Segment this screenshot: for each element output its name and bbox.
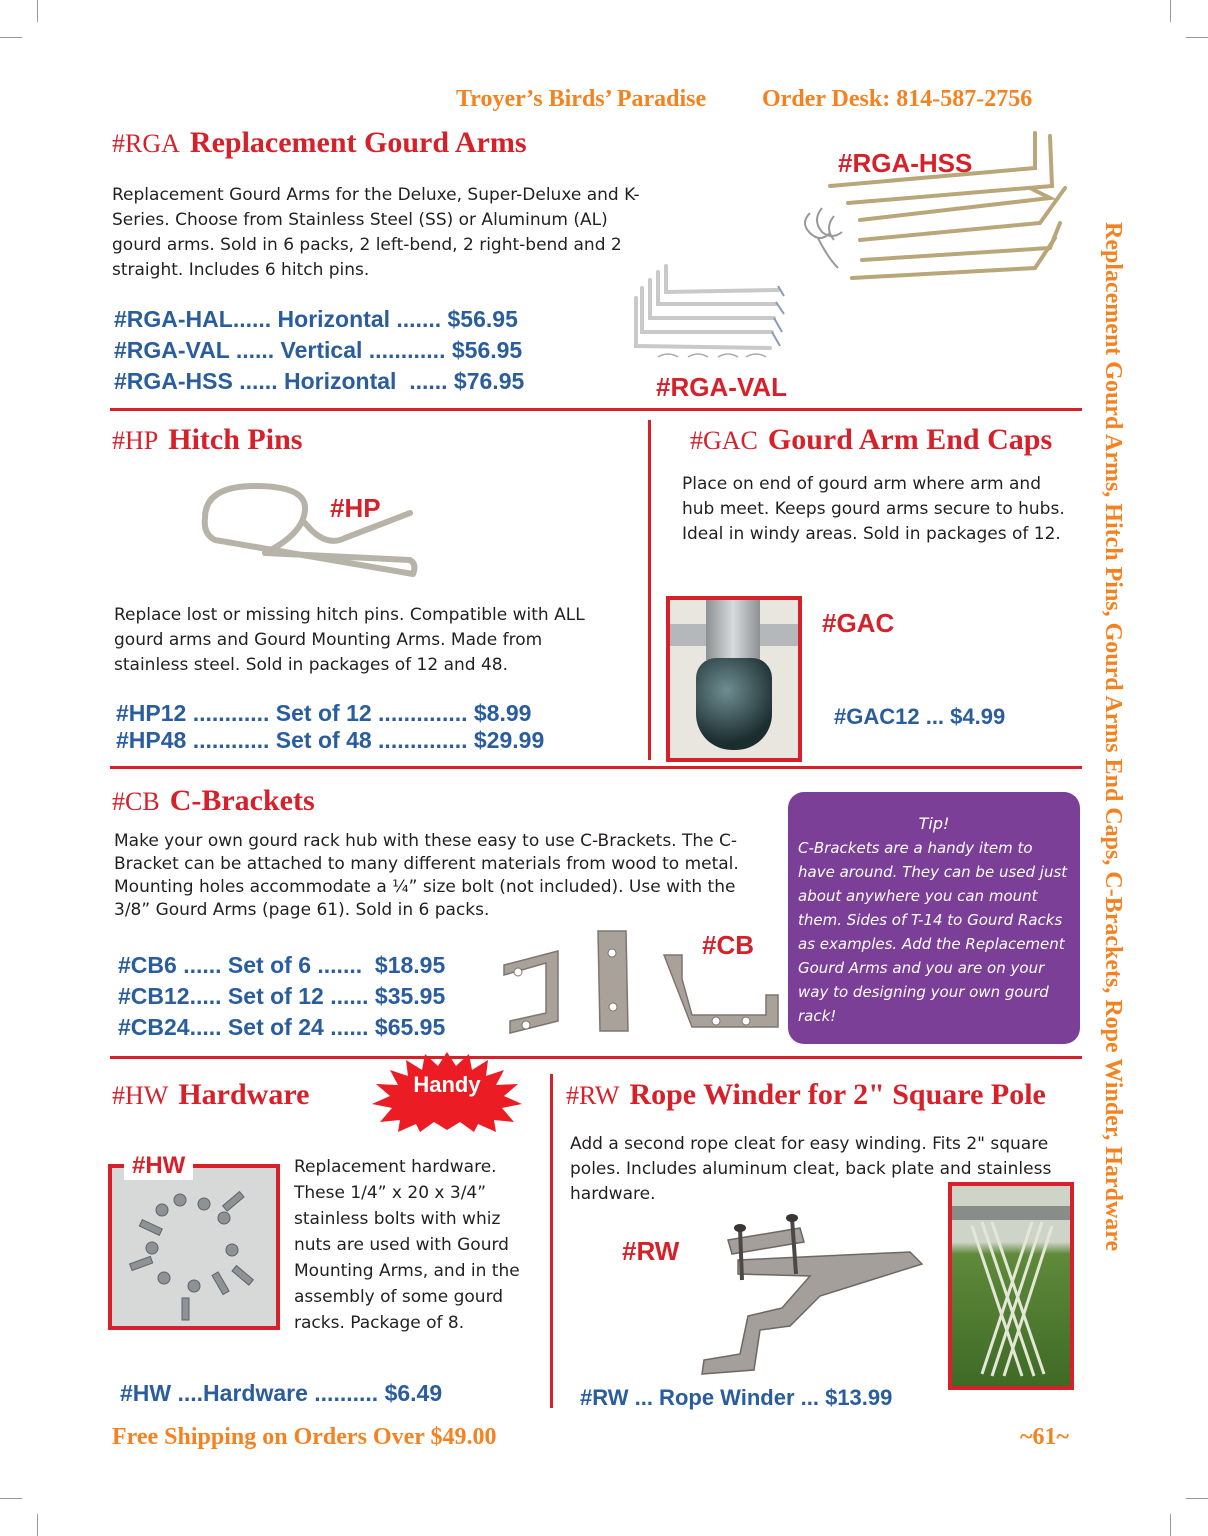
crop-mark [1186, 37, 1208, 38]
crop-mark [1186, 1498, 1208, 1499]
cb-description: Make your own gourd rack hub with these easy to use C-Brackets. The C-Bracket can be attached to many different materials from wood to metal. Mounting holes accommodate a ¼” size bolt (not included). Use with the 3/8” Gourd Arms (page 61). Sold in 6 packs. [114, 831, 739, 920]
rga-price-hss: #RGA-HSS ...... Horizontal ...... $76.95 [114, 368, 525, 394]
hp-price-48: #HP48 ............ Set of 48 .............. $29.99 [116, 727, 545, 753]
cb-price-24: #CB24..... Set of 24 ...... $65.95 [118, 1014, 446, 1040]
rga-price-list [114, 304, 524, 397]
crop-mark [1170, 1514, 1171, 1536]
gac-price: #GAC12 ... $4.99 [834, 704, 1006, 729]
rga-description: Replacement Gourd Arms for the Deluxe, Super-Deluxe and K-Series. Choose from Stainless Steel (SS) or Aluminum (AL) gourd arms. Sold in 6 packs, 2 left-bend, 2 right-bend and 2 straight. Includes 6 hitch pins. [112, 185, 640, 280]
rga-price-hal: #RGA-HAL...... Horizontal ....... $56.95 [114, 306, 518, 332]
hw-price: #HW ....Hardware .......... $6.49 [120, 1380, 443, 1406]
rw-price: #RW ... Rope Winder ... $13.99 [580, 1385, 893, 1410]
hp-title: #HP Hitch Pins [112, 423, 303, 456]
footer-shipping: Free Shipping on Orders Over $49.00 [112, 1424, 497, 1450]
rw-title: #RW Rope Winder for 2" Square Pole [566, 1078, 1046, 1111]
rw-rope-image [952, 1186, 1070, 1386]
hw-title: #HW Hardware [112, 1078, 310, 1111]
gac-end-cap-photo [666, 596, 802, 762]
gac-cap [696, 658, 772, 750]
rw-pole-photo [948, 1182, 1074, 1390]
cb-tag: #CB [702, 930, 755, 960]
hw-tag: #HW [132, 1152, 186, 1179]
cb-title: #CB C-Brackets [112, 784, 315, 817]
side-banner-text: Replacement Gourd Arms, Hitch Pins, Gourd Arms End Caps, C-Brackets, Rope Winder, Hardware [1100, 222, 1126, 1252]
gac-code: #GAC [690, 426, 758, 455]
side-banner [1092, 222, 1132, 1322]
hp-tag: #HP [330, 493, 381, 523]
tip-heading: Tip! [918, 814, 950, 833]
hw-bolts-image [112, 1168, 276, 1326]
crop-mark [0, 37, 22, 38]
hw-code: #HW [112, 1081, 169, 1110]
rw-tag: #RW [622, 1236, 680, 1266]
header-order-desk: Order Desk: 814-587-2756 [762, 86, 1033, 112]
gac-arm-rod [706, 600, 760, 660]
divider [550, 1074, 553, 1408]
divider [648, 420, 651, 760]
hp-price-list [116, 700, 544, 754]
gac-description: Place on end of gourd arm where arm and hub meet. Keeps gourd arms secure to hubs. Ideal in windy areas. Sold in packages of 12. [682, 474, 1065, 544]
hw-tag-box [124, 1152, 193, 1180]
rga-hss-arms-image [790, 128, 1090, 288]
crop-mark [37, 1514, 38, 1536]
rga-title: #RGA Replacement Gourd Arms [112, 126, 527, 159]
divider [110, 1056, 1082, 1059]
cb-price-6: #CB6 ...... Set of 6 ....... $18.95 [118, 952, 446, 978]
crop-mark [37, 0, 38, 22]
rga-code: #RGA [112, 129, 180, 158]
rga-price-val: #RGA-VAL ...... Vertical ............ $56.95 [114, 337, 523, 363]
crop-mark [1170, 0, 1171, 22]
header-company: Troyer’s Birds’ Paradise [456, 86, 707, 112]
cb-price-12: #CB12..... Set of 12 ...... $35.95 [118, 983, 446, 1009]
hp-description: Replace lost or missing hitch pins. Compatible with ALL gourd arms and Gourd Mounting Arms. Made from stainless steel. Sold in packages of 12 and 48. [114, 605, 585, 675]
hitch-pin-image [195, 478, 445, 588]
rope-winder-image [700, 1208, 940, 1388]
gac-title: #GAC Gourd Arm End Caps [690, 423, 1053, 456]
rw-description: Add a second rope cleat for easy winding. Fits 2" square poles. Includes aluminum cleat, back plate and stainless hardware. [570, 1134, 1052, 1204]
rga-val-tag: #RGA-VAL [656, 372, 787, 402]
tip-box [788, 792, 1080, 1044]
hw-hardware-photo [108, 1164, 280, 1330]
divider [110, 766, 1082, 769]
cb-code: #CB [112, 787, 160, 816]
rw-code: #RW [566, 1081, 620, 1110]
page-number: ~61~ [1020, 1424, 1069, 1450]
gac-tag: #GAC [822, 608, 895, 638]
cb-price-list [118, 950, 445, 1043]
hp-code: #HP [112, 426, 159, 455]
rga-hss-tag: #RGA-HSS [838, 148, 973, 178]
hp-price-12: #HP12 ............ Set of 12 .............. $8.99 [116, 700, 532, 726]
tip-text: C-Brackets are a handy item to have around. They can be used just about anywhere you can mount them. Sides of T-14 to Gourd Racks as examples. Add the Replacement Gourd Arms and you are on your way to designing your own gourd rack! [798, 839, 1068, 1025]
rga-val-arms-image [628, 262, 808, 367]
handy-burst-label: Handy [413, 1072, 481, 1097]
divider [110, 408, 1082, 411]
hw-description: Replacement hardware. These 1/4” x 20 x 3/4” stainless bolts with whiz nuts are used with Gourd Mounting Arms, and in the assembly of some gourd racks. Package of 8. [294, 1157, 520, 1333]
crop-mark [0, 1498, 22, 1499]
